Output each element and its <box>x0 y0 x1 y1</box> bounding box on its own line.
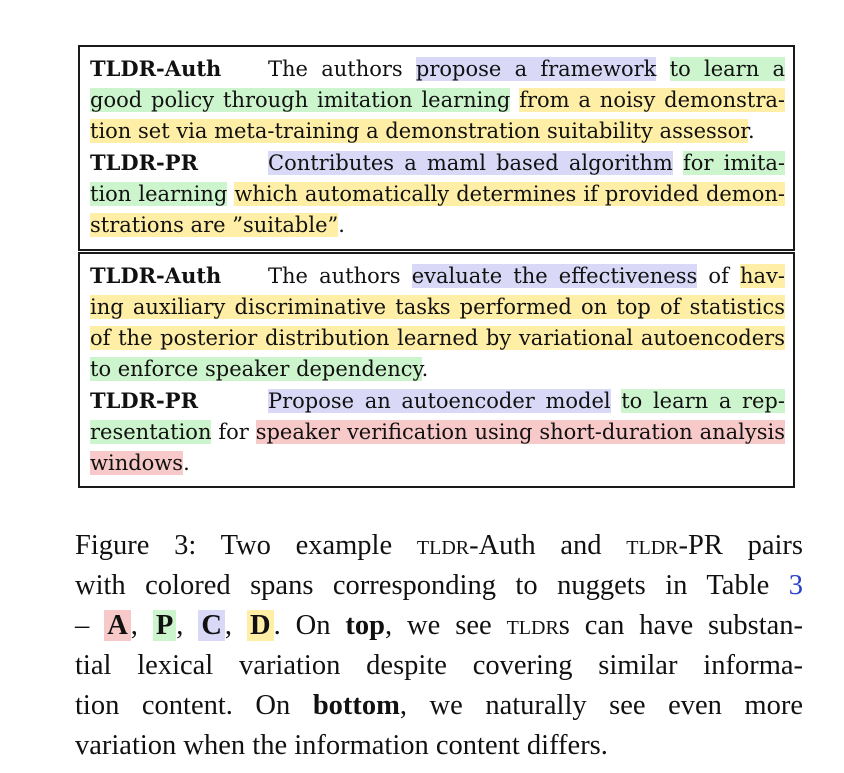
top-pr-line-2 <box>90 179 785 210</box>
nugget-tag-d: D <box>247 610 274 641</box>
caption-text: , we see <box>385 610 507 641</box>
bottom-auth-line-3 <box>90 323 785 354</box>
top-pr-line-3 <box>90 210 785 241</box>
bottom-pr-line-2 <box>90 417 785 448</box>
bottom-example-box <box>78 252 795 488</box>
nugget-d-span: of the posterior distribution learned by variational autoencoders <box>90 326 785 350</box>
text-span: . <box>421 357 429 381</box>
caption-text: tion content. On <box>75 690 313 721</box>
nugget-d-span: which automatically determines if provided demon- <box>234 182 785 206</box>
nugget-p-span: to learn a <box>669 57 785 81</box>
caption-text: , <box>130 610 153 641</box>
caption-text: – <box>75 610 105 641</box>
bottom-auth-line-2 <box>90 292 785 323</box>
caption-line-6 <box>75 726 803 766</box>
nugget-d-span: hav- <box>739 264 785 288</box>
nugget-a-span: windows <box>90 451 184 475</box>
nugget-tag-a: A <box>104 610 131 641</box>
text-span <box>611 389 622 413</box>
tldr-auth-label: TLDR-Auth <box>90 263 222 288</box>
nugget-c-span: Propose an autoencoder model <box>268 389 611 413</box>
tldr-auth-label: TLDR-Auth <box>90 56 222 81</box>
caption-text: Figure 3: Two example <box>75 530 417 561</box>
bottom-pr-line-1 <box>90 385 785 417</box>
tldr-smallcaps: tldr <box>626 530 679 561</box>
text-span <box>510 88 519 112</box>
caption-text: -Auth and <box>469 530 627 561</box>
top-auth-line-2 <box>90 85 785 116</box>
text-span: of <box>697 264 740 288</box>
caption-line-5 <box>75 686 803 726</box>
text-span <box>673 151 683 175</box>
figure-caption <box>75 526 803 766</box>
text-span: . <box>183 451 190 475</box>
nugget-d-span: ing auxiliary discriminative tasks performed on top of statistics <box>90 295 785 319</box>
nugget-d-span: strations are ”suitable” <box>90 213 339 237</box>
nugget-d-span: from a noisy demonstra- <box>519 88 785 112</box>
caption-text: with colored spans corresponding to nuggets in Table <box>75 570 789 601</box>
caption-line-2 <box>75 566 803 606</box>
nugget-c-span: evaluate the effectiveness <box>411 264 698 288</box>
nugget-tag-c: C <box>198 610 225 641</box>
nugget-a-span: speaker verification using short-duration analysis <box>255 420 785 444</box>
top-example-box <box>78 45 795 251</box>
tldr-smallcaps: tldr <box>506 610 559 641</box>
caption-text: tial lexical variation despite covering similar informa- <box>75 650 803 681</box>
nugget-p-span: tion learning <box>90 182 228 206</box>
text-span <box>656 57 669 81</box>
caption-text: s can have substan- <box>558 610 804 641</box>
caption-line-3 <box>75 606 803 646</box>
bottom-auth-line-4 <box>90 354 785 385</box>
text-span: for <box>211 420 256 444</box>
nugget-d-span: tion set via meta-training a demonstration suitability assessor <box>90 119 748 143</box>
text-span: . <box>747 119 755 143</box>
top-pr-line-1 <box>90 147 785 179</box>
nugget-p-span: resentation <box>90 420 212 444</box>
caption-text: , we naturally see even more <box>399 690 803 721</box>
nugget-p-span: to learn a rep- <box>621 389 785 413</box>
caption-text: . On <box>273 610 346 641</box>
nugget-p-span: for imita- <box>683 151 786 175</box>
caption-text: , <box>224 610 247 641</box>
bottom-pr-line-3 <box>90 448 785 479</box>
top-auth-line-3 <box>90 116 785 147</box>
nugget-c-span: Contributes a maml based algorithm <box>268 151 673 175</box>
nugget-tag-p: P <box>153 610 176 641</box>
caption-bold-bottom: bottom <box>312 690 400 721</box>
caption-text: variation when the information content differs. <box>75 730 608 761</box>
caption-text: -PR pairs <box>678 530 804 561</box>
text-span: The authors <box>268 264 412 288</box>
nugget-c-span: propose a framework <box>415 57 657 81</box>
tldr-pr-label: TLDR-PR <box>90 150 199 175</box>
nugget-p-span: good policy through imitation learning <box>90 88 511 112</box>
text-span: The authors <box>268 57 416 81</box>
caption-line-1 <box>75 526 803 566</box>
text-span: . <box>338 213 345 237</box>
bottom-auth-line-1 <box>90 260 785 292</box>
nugget-p-span: to enforce speaker dependency <box>90 357 422 381</box>
caption-bold-top: top <box>345 610 385 641</box>
tldr-smallcaps: tldr <box>416 530 470 561</box>
tldr-pr-label: TLDR-PR <box>90 388 199 413</box>
caption-text: , <box>176 610 199 641</box>
top-auth-line-1 <box>90 53 785 85</box>
caption-line-4 <box>75 646 803 686</box>
table-3-link[interactable]: 3 <box>788 570 803 601</box>
